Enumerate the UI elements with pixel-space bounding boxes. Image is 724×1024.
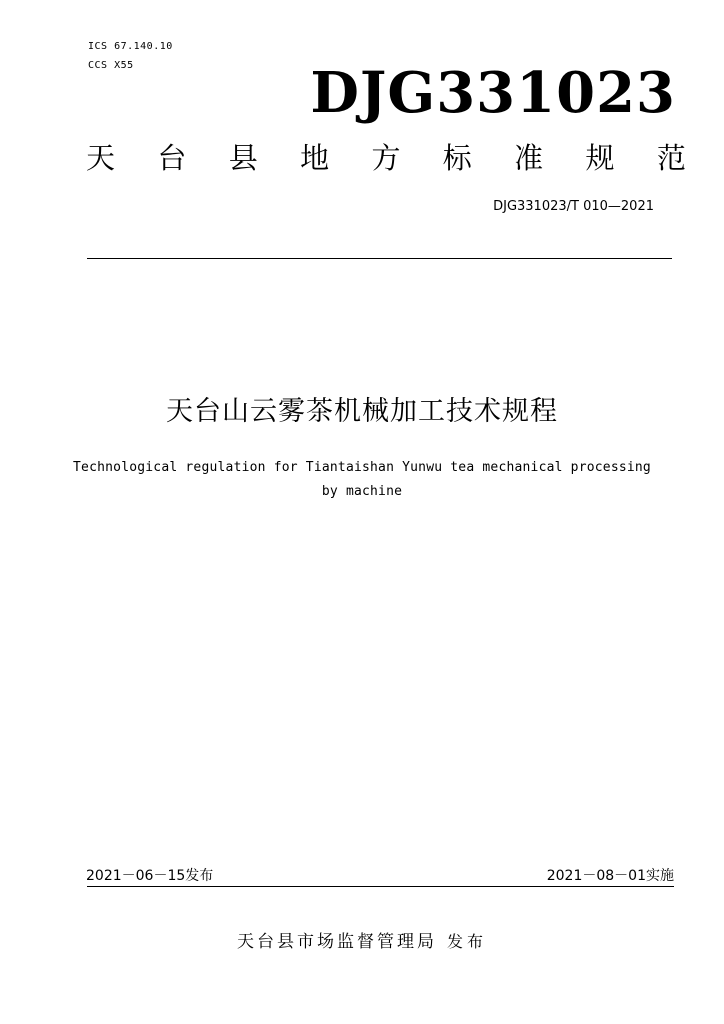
publish-label: 发布 bbox=[446, 932, 487, 951]
footer-divider bbox=[87, 886, 674, 887]
document-title-english bbox=[0, 456, 724, 504]
classification-codes bbox=[88, 37, 173, 75]
issue-date: 2021－06－15发布 bbox=[86, 868, 214, 884]
standard-type-char: 方 bbox=[371, 141, 401, 175]
standard-number: DJG331023/T 010—2021 bbox=[493, 199, 654, 214]
standard-type-char: 范 bbox=[656, 141, 686, 175]
standard-type-char: 台 bbox=[157, 141, 187, 175]
standard-type-char: 准 bbox=[514, 141, 544, 175]
standard-type-char: 县 bbox=[228, 141, 258, 175]
standard-type-char: 规 bbox=[585, 141, 615, 175]
standard-type-char: 天 bbox=[86, 141, 116, 175]
standard-type-char: 地 bbox=[300, 141, 330, 175]
publisher-name: 天台县市场监督管理局 bbox=[236, 932, 437, 952]
implementation-date: 2021－08－01实施 bbox=[546, 868, 674, 884]
standard-code: DJG331023 bbox=[310, 60, 676, 126]
standard-type bbox=[86, 138, 686, 178]
ics-code: ICS 67.140.10 bbox=[88, 41, 173, 52]
ccs-code: CCS X55 bbox=[88, 60, 134, 71]
standard-type-char: 标 bbox=[442, 141, 472, 175]
english-title-line-2: by machine bbox=[321, 484, 403, 499]
document-title-chinese: 天台山云雾茶机械加工技术规程 bbox=[166, 396, 558, 427]
header-divider bbox=[87, 258, 672, 259]
publisher-line bbox=[0, 928, 724, 956]
english-title-line-1: Technological regulation for Tiantaishan Yunwu tea mechanical processing bbox=[73, 460, 651, 475]
